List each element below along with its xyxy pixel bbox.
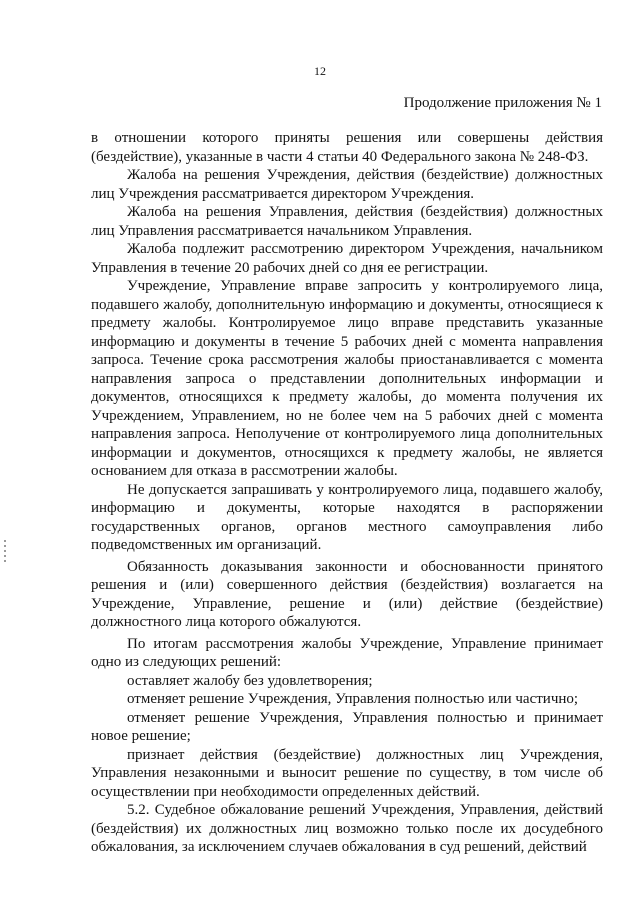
list-item-leave-unsatisfied: оставляет жалобу без удовлетворения; bbox=[127, 672, 373, 689]
paragraph-burden-of-proof: Обязанность доказывания законности и обоснованности принятого решения и (или) совершенного действия (бездействия) возлагается на Учреждение, Управление, решение и (или) действие (бездействие) должностного лица которого обжалуются. bbox=[91, 558, 603, 630]
list-item-cancel-and-new-decision: отменяет решение Учреждения, Управления полностью и принимает новое решение; bbox=[91, 709, 603, 744]
paragraph-review-period: Жалоба подлежит рассмотрению директором Учреждения, начальником Управления в течение 20 рабочих дней со дня ее регистрации. bbox=[91, 241, 603, 276]
paragraph-complaint-institution: Жалоба на решения Учреждения, действия (бездействие) должностных лиц Учреждения рассматривается директором Учреждения. bbox=[91, 167, 603, 202]
appendix-continuation-note: Продолжение приложения № 1 bbox=[403, 95, 602, 111]
paragraph-judicial-appeal: 5.2. Судебное обжалование решений Учреждения, Управления, действий (бездействия) их должностных лиц возможно только после их досудебного обжалования, за исключением случаев обжалования в суд решений, действий bbox=[91, 802, 603, 855]
paragraph-decisions-intro: По итогам рассмотрения жалобы Учреждение, Управление принимает одно из следующих решений: bbox=[91, 635, 603, 670]
paragraph-request-information: Учреждение, Управление вправе запросить у контролируемого лица, подавшего жалобу, дополнительную информацию и документы, относящиеся к предмету жалобы. Контролируемое лицо вправе представить указанные информацию и документы в течение 5 рабочих дней с момента направления запроса. Течение срока рассмотрения жалобы приостанавливается с момента направления запроса о представлении дополнительных информации и документов, относящихся к предмету жалобы, до момента получения их Учреждением, Управлением, но не более чем на 5 рабочих дней с момента направления запроса. Неполучение от контролируемого лица дополнительных информации и документов, относящихся к предмету жалобы, не является основанием для отказа в рассмотрении жалобы. bbox=[91, 278, 603, 479]
paragraph-request-prohibition: Не допускается запрашивать у контролируемого лица, подавшего жалобу, информацию и документы, которые находятся в распоряжении государственных органов, органов местного самоуправления либо подведомственных им организаций. bbox=[91, 481, 603, 553]
list-item-recognize-illegal: признает действия (бездействие) должностных лиц Учреждения, Управления незаконными и выносит решение по существу, в том числе об осуществлении при необходимости определенных действий. bbox=[91, 746, 603, 800]
paragraph-complaint-department: Жалоба на решения Управления, действия (бездействия) должностных лиц Управления рассматривается начальником Управления. bbox=[91, 204, 603, 239]
scan-margin-mark bbox=[4, 540, 6, 562]
document-body bbox=[91, 129, 603, 857]
list-item-cancel-decision: отменяет решение Учреждения, Управления полностью или частично; bbox=[127, 691, 579, 707]
paragraph-continuation: в отношении которого приняты решения или совершены действия (бездействие), указанные в части 4 статьи 40 Федерального закона № 248-ФЗ. bbox=[91, 130, 603, 165]
page-number: 12 bbox=[314, 64, 326, 78]
